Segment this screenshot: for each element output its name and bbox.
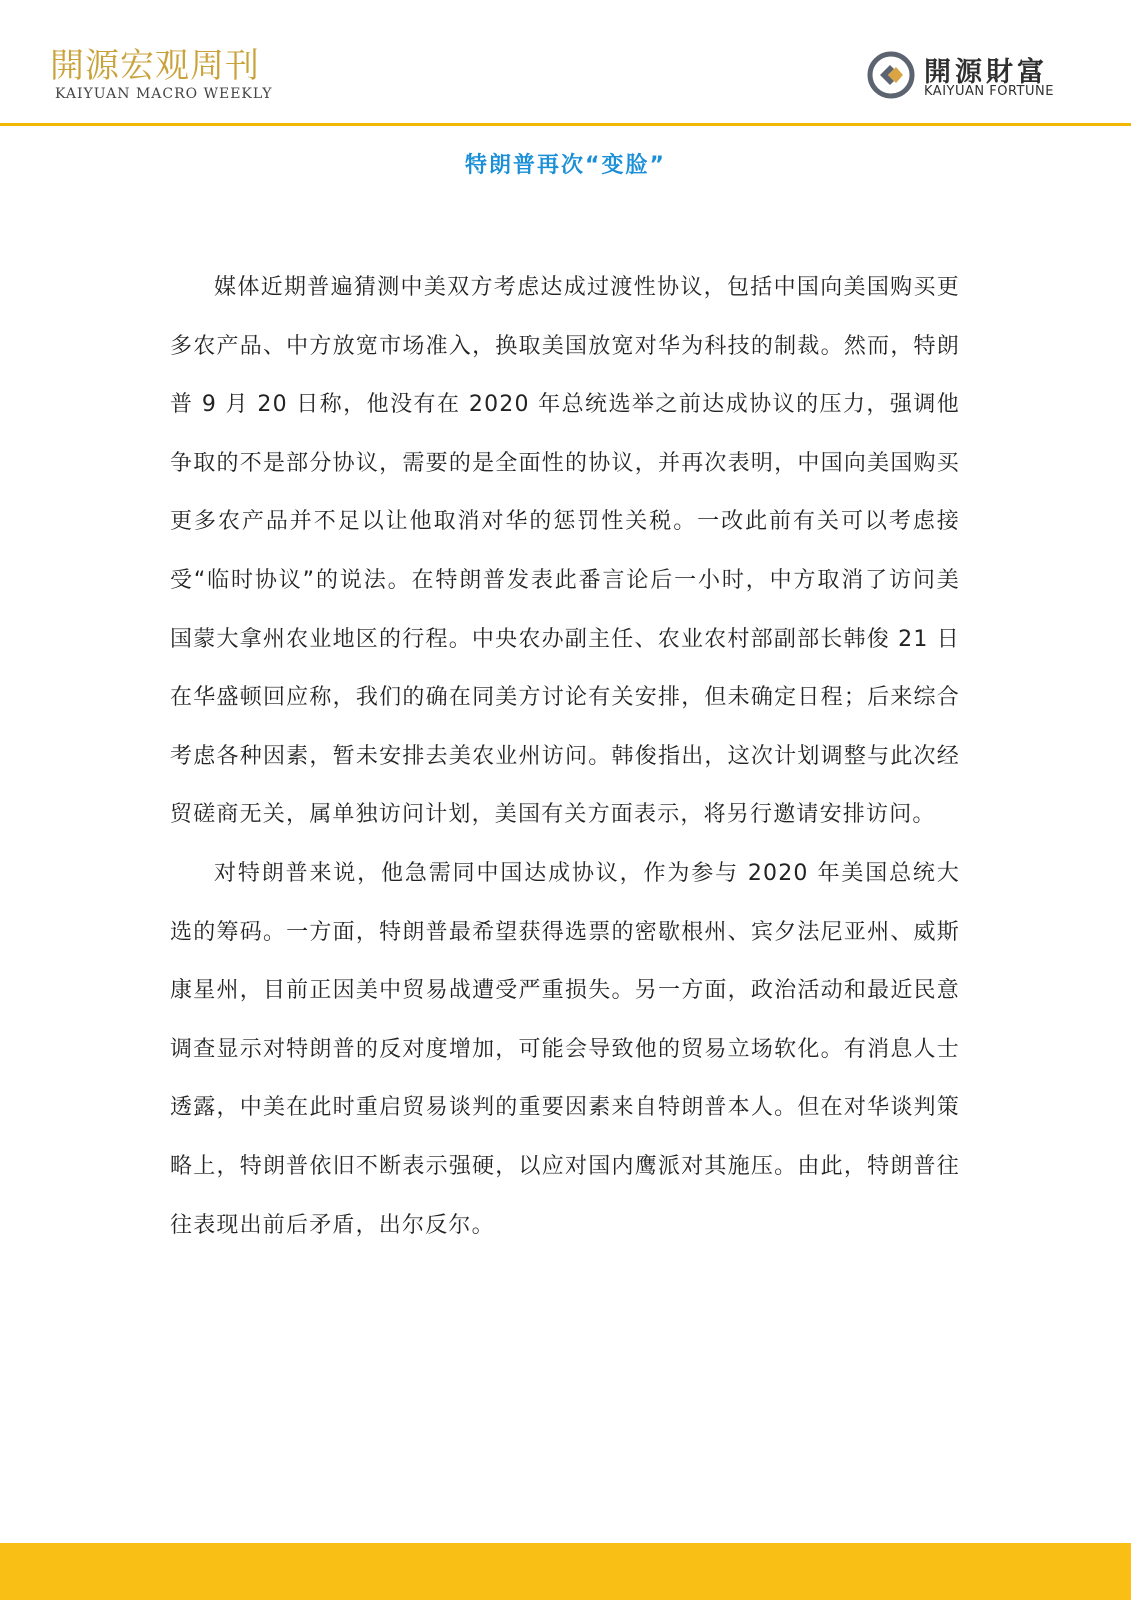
body-paragraph: 对特朗普来说，他急需同中国达成协议，作为参与 2020 年美国总统大选的筹码。一方面，特朗普最希望获得选票的密歇根州、宾夕法尼亚州、威斯康星州，目前正因美中贸易战遭受严重损失。另一方面，政治活动和最近民意调查显示对特朗普的反对度增加，可能会导致他的贸易立场软化。有消息人士透露，中美在此时重启贸易谈判的重要因素来自特朗普本人。但在对华谈判策略上，特朗普依旧不断表示强硬，以应对国内鹰派对其施压。由此，特朗普往往表现出前后矛盾，出尔反尔。 xyxy=(170,860,960,1238)
company-logo xyxy=(866,50,1096,106)
footer-bar xyxy=(0,1543,1131,1600)
document-title: 特朗普再次“变脸” xyxy=(465,153,666,178)
header-divider xyxy=(0,123,1131,126)
kaiyuan-logo-icon xyxy=(866,50,916,100)
publication-title: 開源宏观周刊 xyxy=(50,46,260,86)
logo-name-cn: 開源財富 xyxy=(924,57,1048,88)
body-paragraph: 媒体近期普遍猜测中美双方考虑达成过渡性协议，包括中国向美国购买更多农产品、中方放宽市场准入，换取美国放宽对华为科技的制裁。然而，特朗普 9 月 20 日称，他没有在 2020 年总统选举之前达成协议的压力，强调他争取的不是部分协议，需要的是全面性的协议，并再次表明，中国向美国购买更多农产品并不足以让他取消对华的惩罚性关税。一改此前有关可以考虑接受“临时协议”的说法。在特朗普发表此番言论后一小时，中方取消了访问美国蒙大拿州农业地区的行程。中央农办副主任、农业农村部副部长韩俊 21 日在华盛顿回应称，我们的确在同美方讨论有关安排，但未确定日程；后来综合考虑各种因素，暂未安排去美农业州访问。韩俊指出，这次计划调整与此次经贸磋商无关，属单独访问计划，美国有关方面表示，将另行邀请安排访问。 xyxy=(170,275,960,828)
document-body xyxy=(170,259,960,1255)
logo-name-en: KAIYUAN FORTUNE xyxy=(924,84,1054,99)
page-header xyxy=(0,0,1131,124)
publication-subtitle: KAIYUAN MACRO WEEKLY xyxy=(55,86,273,102)
